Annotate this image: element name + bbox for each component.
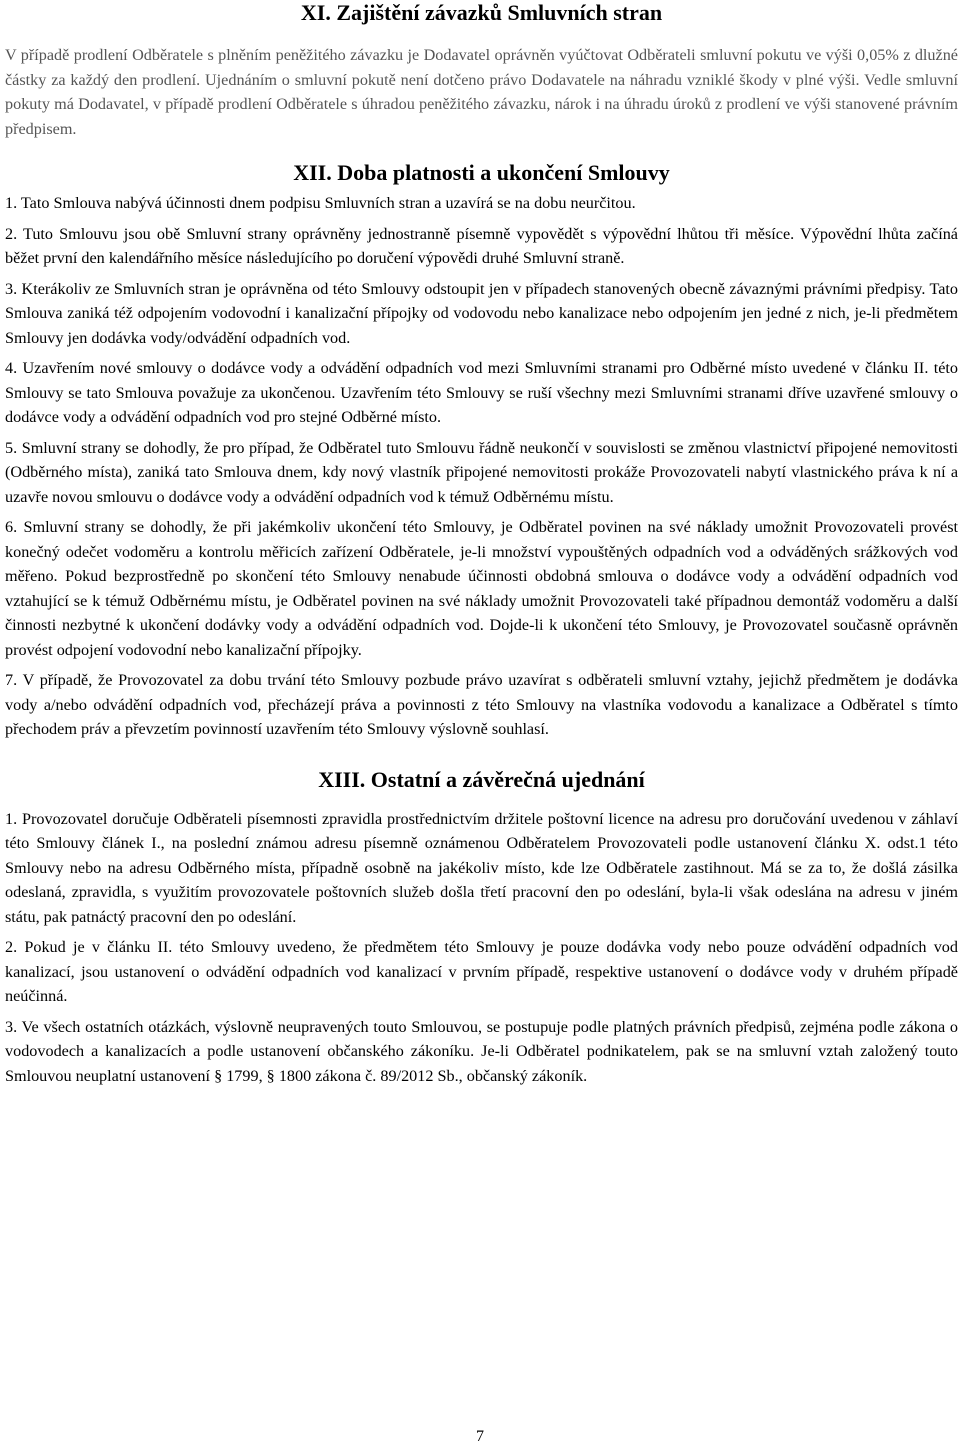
section-xii-paragraph-5: 5. Smluvní strany se dohodly, že pro případ, že Odběratel tuto Smlouvu řádně neukončí v souvislosti se změnou vlastnictví připojené nemovitosti (Odběrného místa), zaniká tato Smlouva dnem, kdy nový vlastník připojené nemovitosti prokáže Provozovateli nabytí vlastnického práva k ní a uzavře novou smlouvu o dodávce vody a odvádění odpadních vod k témuž Odběrnému místu. bbox=[5, 438, 958, 506]
section-xiii-title: XIII. Ostatní a závěrečná ujednání bbox=[318, 766, 645, 792]
section-xiii-paragraph-2: 2. Pokud je v článku II. této Smlouvy uvedeno, že předmětem této Smlouvy je pouze dodávka vody nebo pouze odvádění odpadních vod kanalizací, jsou ustanovení o odvádění odpadních vod kanalizací v prvním případě, respektive ustanovení o dodávce vody v druhém případě neúčinná. bbox=[5, 938, 958, 1005]
section-xii-paragraph-4: 4. Uzavřením nové smlouvy o dodávce vody a odvádění odpadních vod mezi Smluvními stranami pro Odběrné místo uvedené v článku II. této Smlouvy se tato Smlouva považuje za ukončenou. Uzavřením této Smlouvy se ruší všechny mezi Smluvními stranami dříve uzavřené smlouvy o dodávce vody a odvádění odpadních vod pro stejné Odběrné místo. bbox=[5, 359, 958, 426]
section-xiii-paragraph-3: 3. Ve všech ostatních otázkách, výslovně neupravených touto Smlouvou, se postupuje podle platných právních předpisů, zejména podle zákona o vodovodech a kanalizacích a podle ustanovení občanského zákoníku. Je-li Odběratel podnikatelem, pak se na smluvní vztah založený touto Smlouvou neuplatní ustanovení § 1799, § 1800 zákona č. 89/2012 Sb., občanský zákoník. bbox=[5, 1017, 958, 1085]
section-xii-paragraph-7: 7. V případě, že Provozovatel za dobu trvání této Smlouvy pozbude právo uzavírat s odběrateli smluvní vztahy, jejichž předmětem je dodávka vody a/nebo odvádění odpadních vod, přecházejí práva a povinnosti z této Smlouvy na vlastníka vodovodu a kanalizace a Odběratel s tímto přechodem práv a převzetím povinností uzavřením této Smlouvy výslovně souhlasí. bbox=[5, 671, 958, 738]
section-xii-paragraph-2: 2. Tuto Smlouvu jsou obě Smluvní strany oprávněny jednostranně písemně vypovědět s výpovědní lhůtou tři měsíce. Výpovědní lhůta začíná běžet první den kalendářního měsíce následujícího po doručení výpovědi druhé Smluvní straně. bbox=[5, 224, 958, 267]
document-page bbox=[5, 0, 958, 1094]
section-xii-title: XII. Doba platnosti a ukončení Smlouvy bbox=[293, 160, 670, 185]
section-xi-text: V případě prodlení Odběratele s plněním peněžitého závazku je Dodavatel oprávněn vyúčtovat Odběrateli smluvní pokutu ve výši 0,05% z dlužné částky za každý den prodlení. Ujednáním o smluvní pokutě není dotčeno právo Dodavatele na náhradu vzniklé škody v plné výši. Vedle smluvní pokuty má Dodavatel, v případě prodlení Odběratele s úhradou peněžitého závazku, nárok i na úhradu úroků z prodlení ve výši stanovené právním předpisem. bbox=[5, 46, 958, 138]
page-number: 7 bbox=[476, 1428, 484, 1445]
section-xii-paragraph-6: 6. Smluvní strany se dohodly, že při jakémkoliv ukončení této Smlouvy, je Odběratel povinen na své náklady umožnit Provozovateli provést konečný odečet vodoměru a kontrolu měřicích zařízení Odběratele, je-li množství vypouštěných odpadních vod a odváděných srážkových vod měřeno. Pokud bezprostředně po skončení této Smlouvy nenabude účinnosti obdobná smlouva o dodávce vody a odvádění odpadních vod vztahující se k témuž Odběrnému místu, je Odběratel povinen na své náklady umožnit Provozovateli také případnou demontáž vodoměru a další činnosti nezbytné k ukončení dodávky vody a odvádění odpadních vod. Dojde-li k ukončení této Smlouvy, je Provozovatel současně oprávněn provést odpojení vodovodní nebo kanalizační přípojky. bbox=[5, 518, 958, 659]
section-xii-paragraph-1: 1. Tato Smlouva nabývá účinnosti dnem podpisu Smluvních stran a uzavírá se na dobu neurčitou. bbox=[5, 194, 636, 212]
section-xiii-paragraph-1: 1. Provozovatel doručuje Odběrateli písemnosti zpravidla prostřednictvím držitele poštovní licence na adresu pro doručování uvedenou v záhlaví této Smlouvy článek I., na poslední známou adresu písemně oznámenou Odběratelem Provozovateli podle ustanovení článku X. odst.1 této Smlouvy nebo na adresu Odběrného místa, případně osobně na jakékoliv místo, kde lze Odběratele zastihnout. Má se za to, že došlá zásilka odeslaná, zpravidla, s využitím provozovatele poštovních služeb došla třetí pracovní den po odeslání, byla-li však odeslána na adresu v jiném státu, pak patnáctý pracovní den po odeslání. bbox=[5, 809, 958, 926]
section-xii-paragraph-3: 3. Kterákoliv ze Smluvních stran je oprávněna od této Smlouvy odstoupit jen v případech stanovených obecně závaznými právními předpisy. Tato Smlouva zaniká též odpojením vodovodní i kanalizační přípojky od vodovodu nebo kanalizace nebo odpojením jen jedné z nich, je-li předmětem Smlouvy jen dodávka vody/odvádění odpadních vod. bbox=[5, 279, 958, 347]
section-xi-title: XI. Zajištění závazků Smluvních stran bbox=[300, 0, 663, 25]
